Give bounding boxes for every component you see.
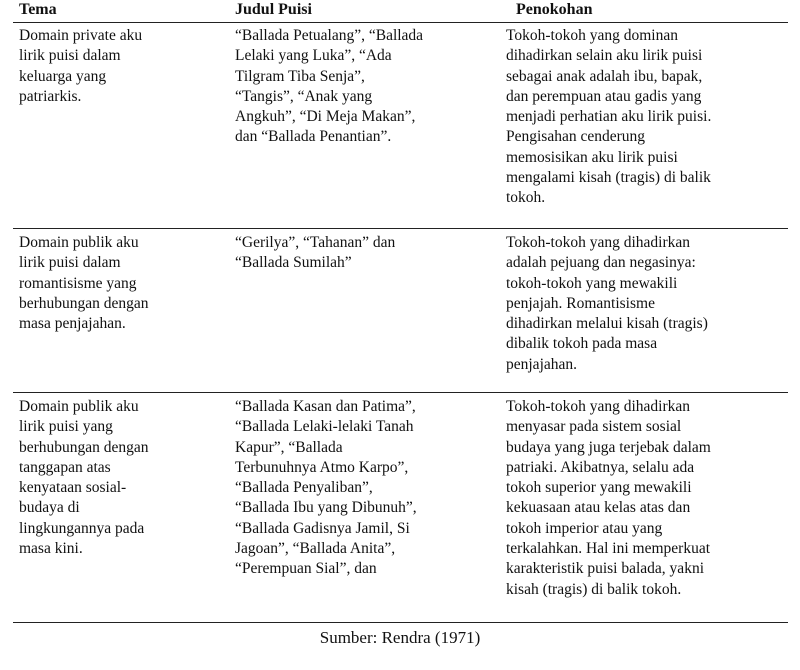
cell-penokohan: [506, 26, 788, 209]
cell-text-line: Domain publik aku: [19, 398, 139, 415]
cell-text-line: “Ballada Penyaliban”,: [235, 479, 373, 497]
cell-text-line: memosisikan aku lirik puisi: [506, 148, 678, 166]
cell-text-line: Jagoan”, “Ballada Anita”,: [235, 540, 396, 558]
cell-text-line: terkalahkan. Hal ini memperkuat: [506, 540, 711, 558]
cell-judul-puisi: [235, 233, 495, 274]
cell-text-line: penjajahan.: [506, 355, 578, 373]
cell-text-line: dan “Ballada Penantian”.: [235, 128, 392, 146]
cell-penokohan: [506, 397, 788, 600]
cell-text-line: lingkungannya pada: [19, 519, 145, 537]
cell-text-line: dihadirkan melalui kisah (tragis): [506, 315, 708, 333]
cell-text-line: adalah pejuang dan negasinya:: [506, 254, 696, 272]
source-caption: Sumber: Rendra (1971): [319, 628, 481, 647]
cell-text-line: tokoh superior yang mewakili: [506, 479, 692, 497]
cell-tema: [19, 233, 224, 334]
cell-text-line: kisah (tragis) di balik tokoh.: [506, 580, 682, 598]
cell-text-line: masa penjajahan.: [19, 315, 126, 333]
cell-text-line: Tokoh-tokoh yang dihadirkan: [506, 398, 691, 415]
table-header: [13, 0, 788, 23]
cell-text-line: tokoh imperior atau yang: [506, 519, 663, 537]
cell-text-line: “Ballada Petualang”, “Ballada: [235, 27, 424, 44]
cell-tema: [19, 26, 224, 107]
table-row-3: [13, 394, 788, 623]
cell-text-line: “Tangis”, “Anak yang: [235, 87, 373, 105]
cell-text-line: mengalami kisah (tragis) di balik: [506, 169, 711, 187]
cell-text-line: patriarkis.: [19, 87, 82, 105]
table-row-2: [13, 230, 788, 393]
cell-text-line: berhubungan dengan: [19, 438, 149, 456]
cell-text-line: karakteristik puisi balada, yakni: [506, 560, 704, 578]
cell-text-line: “Gerilya”, “Tahanan” dan: [235, 234, 396, 251]
cell-text-line: patriaki. Akibatnya, selalu ada: [506, 458, 695, 476]
cell-text-line: keluarga yang: [19, 67, 107, 85]
cell-text-line: masa kini.: [19, 540, 83, 558]
cell-text-line: sebagai anak adalah ibu, bapak,: [506, 67, 703, 85]
table-row-1: [13, 23, 788, 229]
cell-text-line: Tilgram Tiba Senja”,: [235, 67, 365, 85]
cell-text-line: Kapur”, “Ballada: [235, 438, 343, 456]
cell-text-line: tokoh.: [506, 189, 546, 207]
cell-text-line: budaya di: [19, 499, 80, 517]
cell-text-line: “Ballada Kasan dan Patima”,: [235, 398, 416, 415]
header-judul-puisi: Judul Puisi: [235, 1, 312, 18]
cell-text-line: penjajah. Romantisisme: [506, 294, 655, 312]
cell-text-line: lirik puisi dalam: [19, 47, 121, 65]
cell-text-line: Angkuh”, “Di Meja Makan”,: [235, 108, 416, 126]
cell-text-line: romantisisme yang: [19, 274, 137, 292]
cell-text-line: Pengisahan cenderung: [506, 128, 646, 146]
cell-text-line: Terbunuhnya Atmo Karpo”,: [235, 458, 409, 476]
cell-text-line: “Perempuan Sial”, dan: [235, 560, 377, 578]
cell-text-line: Tokoh-tokoh yang dominan: [506, 27, 678, 44]
cell-text-line: kenyataan sosial-: [19, 479, 127, 497]
cell-judul-puisi: [235, 397, 495, 580]
cell-text-line: tokoh-tokoh yang mewakili: [506, 274, 678, 292]
cell-text-line: tanggapan atas: [19, 458, 111, 476]
cell-text-line: kekuasaan atau kelas atas dan: [506, 499, 691, 517]
cell-text-line: dihadirkan selain aku lirik puisi: [506, 47, 703, 65]
cell-penokohan: [506, 233, 788, 375]
cell-text-line: Lelaki yang Luka”, “Ada: [235, 47, 392, 65]
cell-text-line: “Ballada Lelaki-lelaki Tanah: [235, 418, 414, 436]
cell-text-line: budaya yang juga terjebak dalam: [506, 438, 711, 456]
cell-text-line: menjadi perhatian aku lirik puisi.: [506, 108, 712, 126]
cell-text-line: “Ballada Gadisnya Jamil, Si: [235, 519, 410, 537]
cell-text-line: menyasar pada sistem sosial: [506, 418, 682, 436]
header-penokohan: Penokohan: [516, 1, 593, 18]
cell-text-line: Tokoh-tokoh yang dihadirkan: [506, 234, 691, 251]
cell-text-line: berhubungan dengan: [19, 294, 149, 312]
cell-text-line: dibalik tokoh pada masa: [506, 335, 658, 353]
cell-text-line: lirik puisi dalam: [19, 254, 121, 272]
cell-judul-puisi: [235, 26, 495, 148]
cell-text-line: lirik puisi yang: [19, 418, 113, 436]
cell-text-line: “Ballada Sumilah”: [235, 254, 352, 272]
cell-text-line: Domain private aku: [19, 27, 143, 44]
cell-tema: [19, 397, 224, 559]
cell-text-line: Domain publik aku: [19, 234, 139, 251]
cell-text-line: “Ballada Ibu yang Dibunuh”,: [235, 499, 417, 517]
cell-text-line: dan perempuan atau gadis yang: [506, 87, 702, 105]
header-tema: Tema: [19, 1, 57, 18]
